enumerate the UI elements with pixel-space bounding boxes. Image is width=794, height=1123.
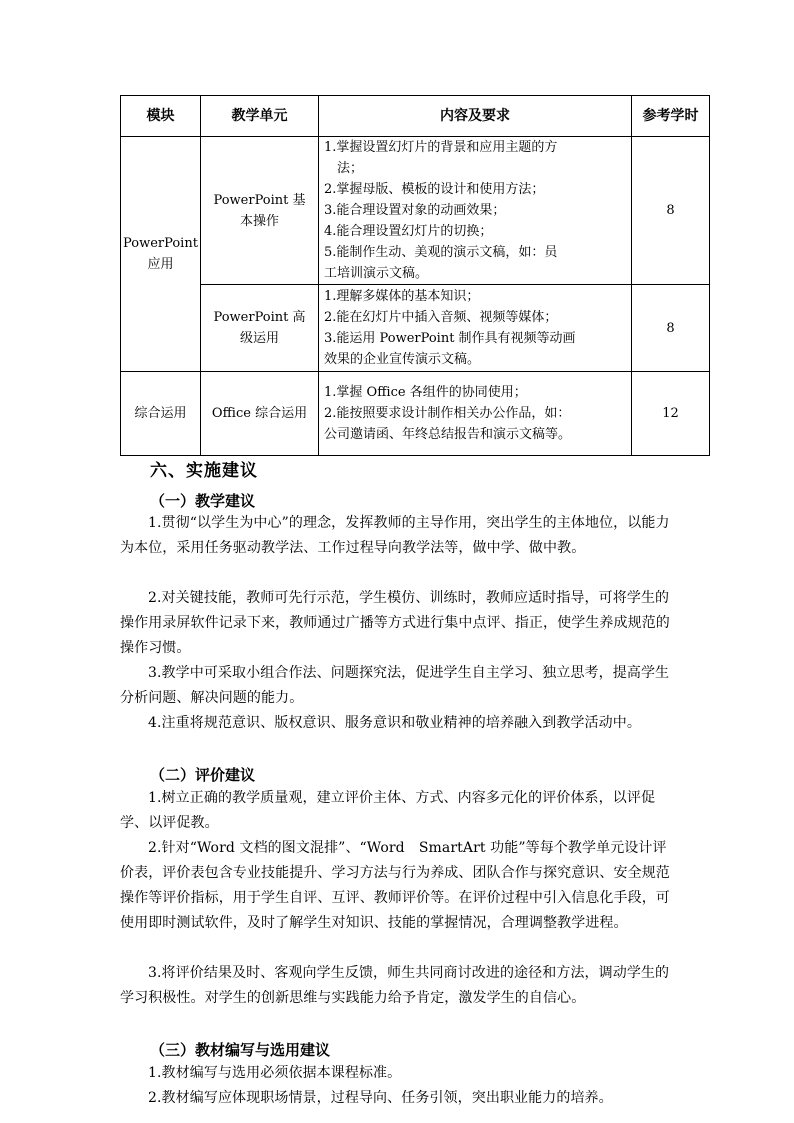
requirement-line: 1.掌握设置幻灯片的背景和应用主题的方 <box>324 140 558 155</box>
header-content: 内容及要求 <box>319 96 632 137</box>
hours-cell: 8 <box>632 285 710 372</box>
requirement-line: 效果的企业宣传演示文稿。 <box>324 352 481 367</box>
unit-cell: PowerPoint 基本操作 <box>201 137 319 285</box>
evaluation-item: 1.树立正确的教学质量观，建立评价主体、方式、内容多元化的评价体系，以评促学、以评促教。 <box>120 790 656 831</box>
module-cell: PowerPoint应用 <box>121 137 201 372</box>
requirements-cell <box>319 137 632 285</box>
teaching-item: 1.贯彻“以学生为中心”的理念，发挥教师的主导作用，突出学生的主体地位，以能力为本位，采用任务驱动教学法、工作过程导向教学法等，做中学、做中教。 <box>120 515 670 556</box>
teaching-item: 2.对关键技能，教师可先行示范，学生模仿、训练时，教师应适时指导，可将学生的操作用录屏软件记录下来，教师通过广播等方式进行集中点评、指正，使学生养成规范的操作习惯。 <box>120 590 670 656</box>
requirement-line: 2.能在幻灯片中插入音频、视频等媒体； <box>324 310 558 325</box>
hours-cell: 12 <box>632 372 710 456</box>
curriculum-table <box>120 95 710 456</box>
header-unit: 教学单元 <box>201 96 319 137</box>
unit-cell: Office 综合运用 <box>201 372 319 456</box>
requirement-line: 1.理解多媒体的基本知识； <box>324 289 480 304</box>
header-module: 模块 <box>121 96 201 137</box>
requirement-line: 公司邀请函、年终总结报告和演示文稿等。 <box>324 427 572 442</box>
evaluation-item: 2.针对“Word 文档的图文混排”、“Word SmartArt 功能”等每个教学单元设计评价表，评价表包含专业技能提升、学习方法与行为养成、团队合作与探究意识、安全规范操作等评价指标，用于学生自评、互评、教师评价等。在评价过程中引入信息化手段，可使用即时测试软件，及时了解学生对知识、技能的掌握情况，合理调整教学进程。 <box>120 840 670 931</box>
teaching-item: 3.教学中可采取小组合作法、问题探究法，促进学生自主学习、独立思考，提高学生分析问题、解决问题的能力。 <box>120 665 670 706</box>
requirement-line: 2.能按照要求设计制作相关办公作品，如： <box>324 406 571 421</box>
requirement-line: 2.掌握母版、模板的设计和使用方法； <box>324 182 545 197</box>
textbook-item: 1.教材编写与选用必须依据本课程标准。 <box>148 1065 402 1081</box>
teaching-heading: （一）教学建议 <box>150 492 256 510</box>
requirement-line: 3.能合理设置对象的动画效果； <box>324 203 506 218</box>
teaching-item: 4.注重将规范意识、版权意识、服务意识和敬业精神的培养融入到教学活动中。 <box>148 715 641 731</box>
module-cell: 综合运用 <box>121 372 201 456</box>
requirement-line: 5.能制作生动、美观的演示文稿，如：员 <box>324 245 558 260</box>
table-row <box>121 137 710 285</box>
table-header-row <box>121 96 710 137</box>
requirement-line: 3.能运用 PowerPoint 制作具有视频等动画 <box>324 331 576 346</box>
textbook-heading: （三）教材编写与选用建议 <box>150 1041 331 1059</box>
requirements-cell <box>319 372 632 456</box>
hours-cell: 8 <box>632 137 710 285</box>
textbook-item: 2.教材编写应体现职场情景，过程导向、任务引领，突出职业能力的培养。 <box>148 1090 613 1106</box>
requirement-line: 法； <box>337 161 364 176</box>
table-row <box>121 285 710 372</box>
requirement-line: 1.掌握 Office 各组件的协同使用； <box>324 385 527 400</box>
table-row <box>121 372 710 456</box>
requirement-line: 工培训演示文稿。 <box>324 266 429 281</box>
evaluation-item: 3.将评价结果及时、客观向学生反馈，师生共同商讨改进的途径和方法，调动学生的学习积极性。对学生的创新思维与实践能力给予肯定，激发学生的自信心。 <box>120 965 670 1006</box>
requirement-line: 4.能合理设置幻灯片的切换； <box>324 224 493 239</box>
requirements-cell <box>319 285 632 372</box>
section-title: 六、实施建议 <box>150 461 258 481</box>
header-hours: 参考学时 <box>632 96 710 137</box>
unit-cell: PowerPoint 高级运用 <box>201 285 319 372</box>
evaluation-heading: （二）评价建议 <box>150 766 256 784</box>
